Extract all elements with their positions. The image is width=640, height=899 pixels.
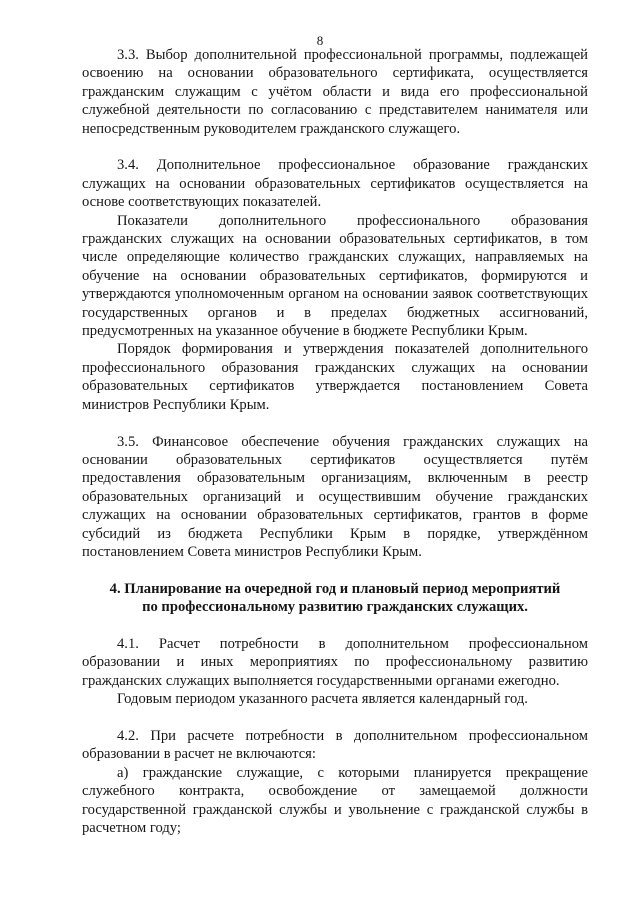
section-heading-line-1: 4. Планирование на очередной год и плановый период мероприятий <box>109 580 561 597</box>
section-heading <box>82 580 588 617</box>
paragraph-4-2: 4.2. При расчете потребности в дополнительном профессиональном образовании в расчет не включаются: <box>82 727 588 763</box>
paragraph-procedure: Порядок формирования и утверждения показателей дополнительного профессионального образования гражданских служащих на основании образовательных сертификатов утверждается постановлением Совета министров Республики Крым. <box>82 341 588 413</box>
paragraph-3-5: 3.5. Финансовое обеспечение обучения гражданских служащих на основании образовательных сертификатов осуществляется путём предоставления образовательным организациям, включенным в реестр образовательных организаций и осуществившим обучение гражданских служащих на основании образовательных сертификатов, грантов в форме субсидий из бюджета Республики Крым в порядке, утверждённом постановлением Совета министров Республики Крым. <box>82 433 588 560</box>
section-heading-line-2: по профессиональному развитию гражданских служащих. <box>142 599 528 616</box>
paragraph-annual-period: Годовым периодом указанного расчета является календарный год. <box>117 691 528 708</box>
paragraph-item-a: а) гражданские служащие, с которыми планируется прекращение служебного контракта, освобождение от замещаемой должности государственной гражданской службы и увольнение с гражданской службы в расчетном году; <box>82 764 588 836</box>
page-number: 8 <box>316 33 324 48</box>
paragraph-3-4: 3.4. Дополнительное профессиональное образование гражданских служащих на основании образовательных сертификатов осуществляется на основе соответствующих показателей. <box>82 157 588 211</box>
paragraph-3-3: 3.3. Выбор дополнительной профессиональной программы, подлежащей освоению на основании образовательного сертификата, осуществляется гражданским служащим с учётом области и вида его профессиональной служебной деятельности по согласованию с представителем нанимателя или непосредственным руководителем гражданского служащего. <box>82 47 588 137</box>
paragraph-4-1: 4.1. Расчет потребности в дополнительном профессиональном образовании и иных мероприятиях по профессиональному развитию гражданских служащих выполняется государственными органами ежегодно. <box>82 635 588 689</box>
document-body <box>82 46 588 837</box>
paragraph-indicators: Показатели дополнительного профессионального образования гражданских служащих на основании образовательных сертификатов, в том числе определяющие количество гражданских служащих, направляемых на обучение на основании образовательных сертификатов, формируются и утверждаются уполномоченным органом на основании заявок соответствующих государственных органов и в пределах бюджетных ассигнований, предусмотренных на указанное обучение в бюджете Республики Крым. <box>82 212 588 340</box>
